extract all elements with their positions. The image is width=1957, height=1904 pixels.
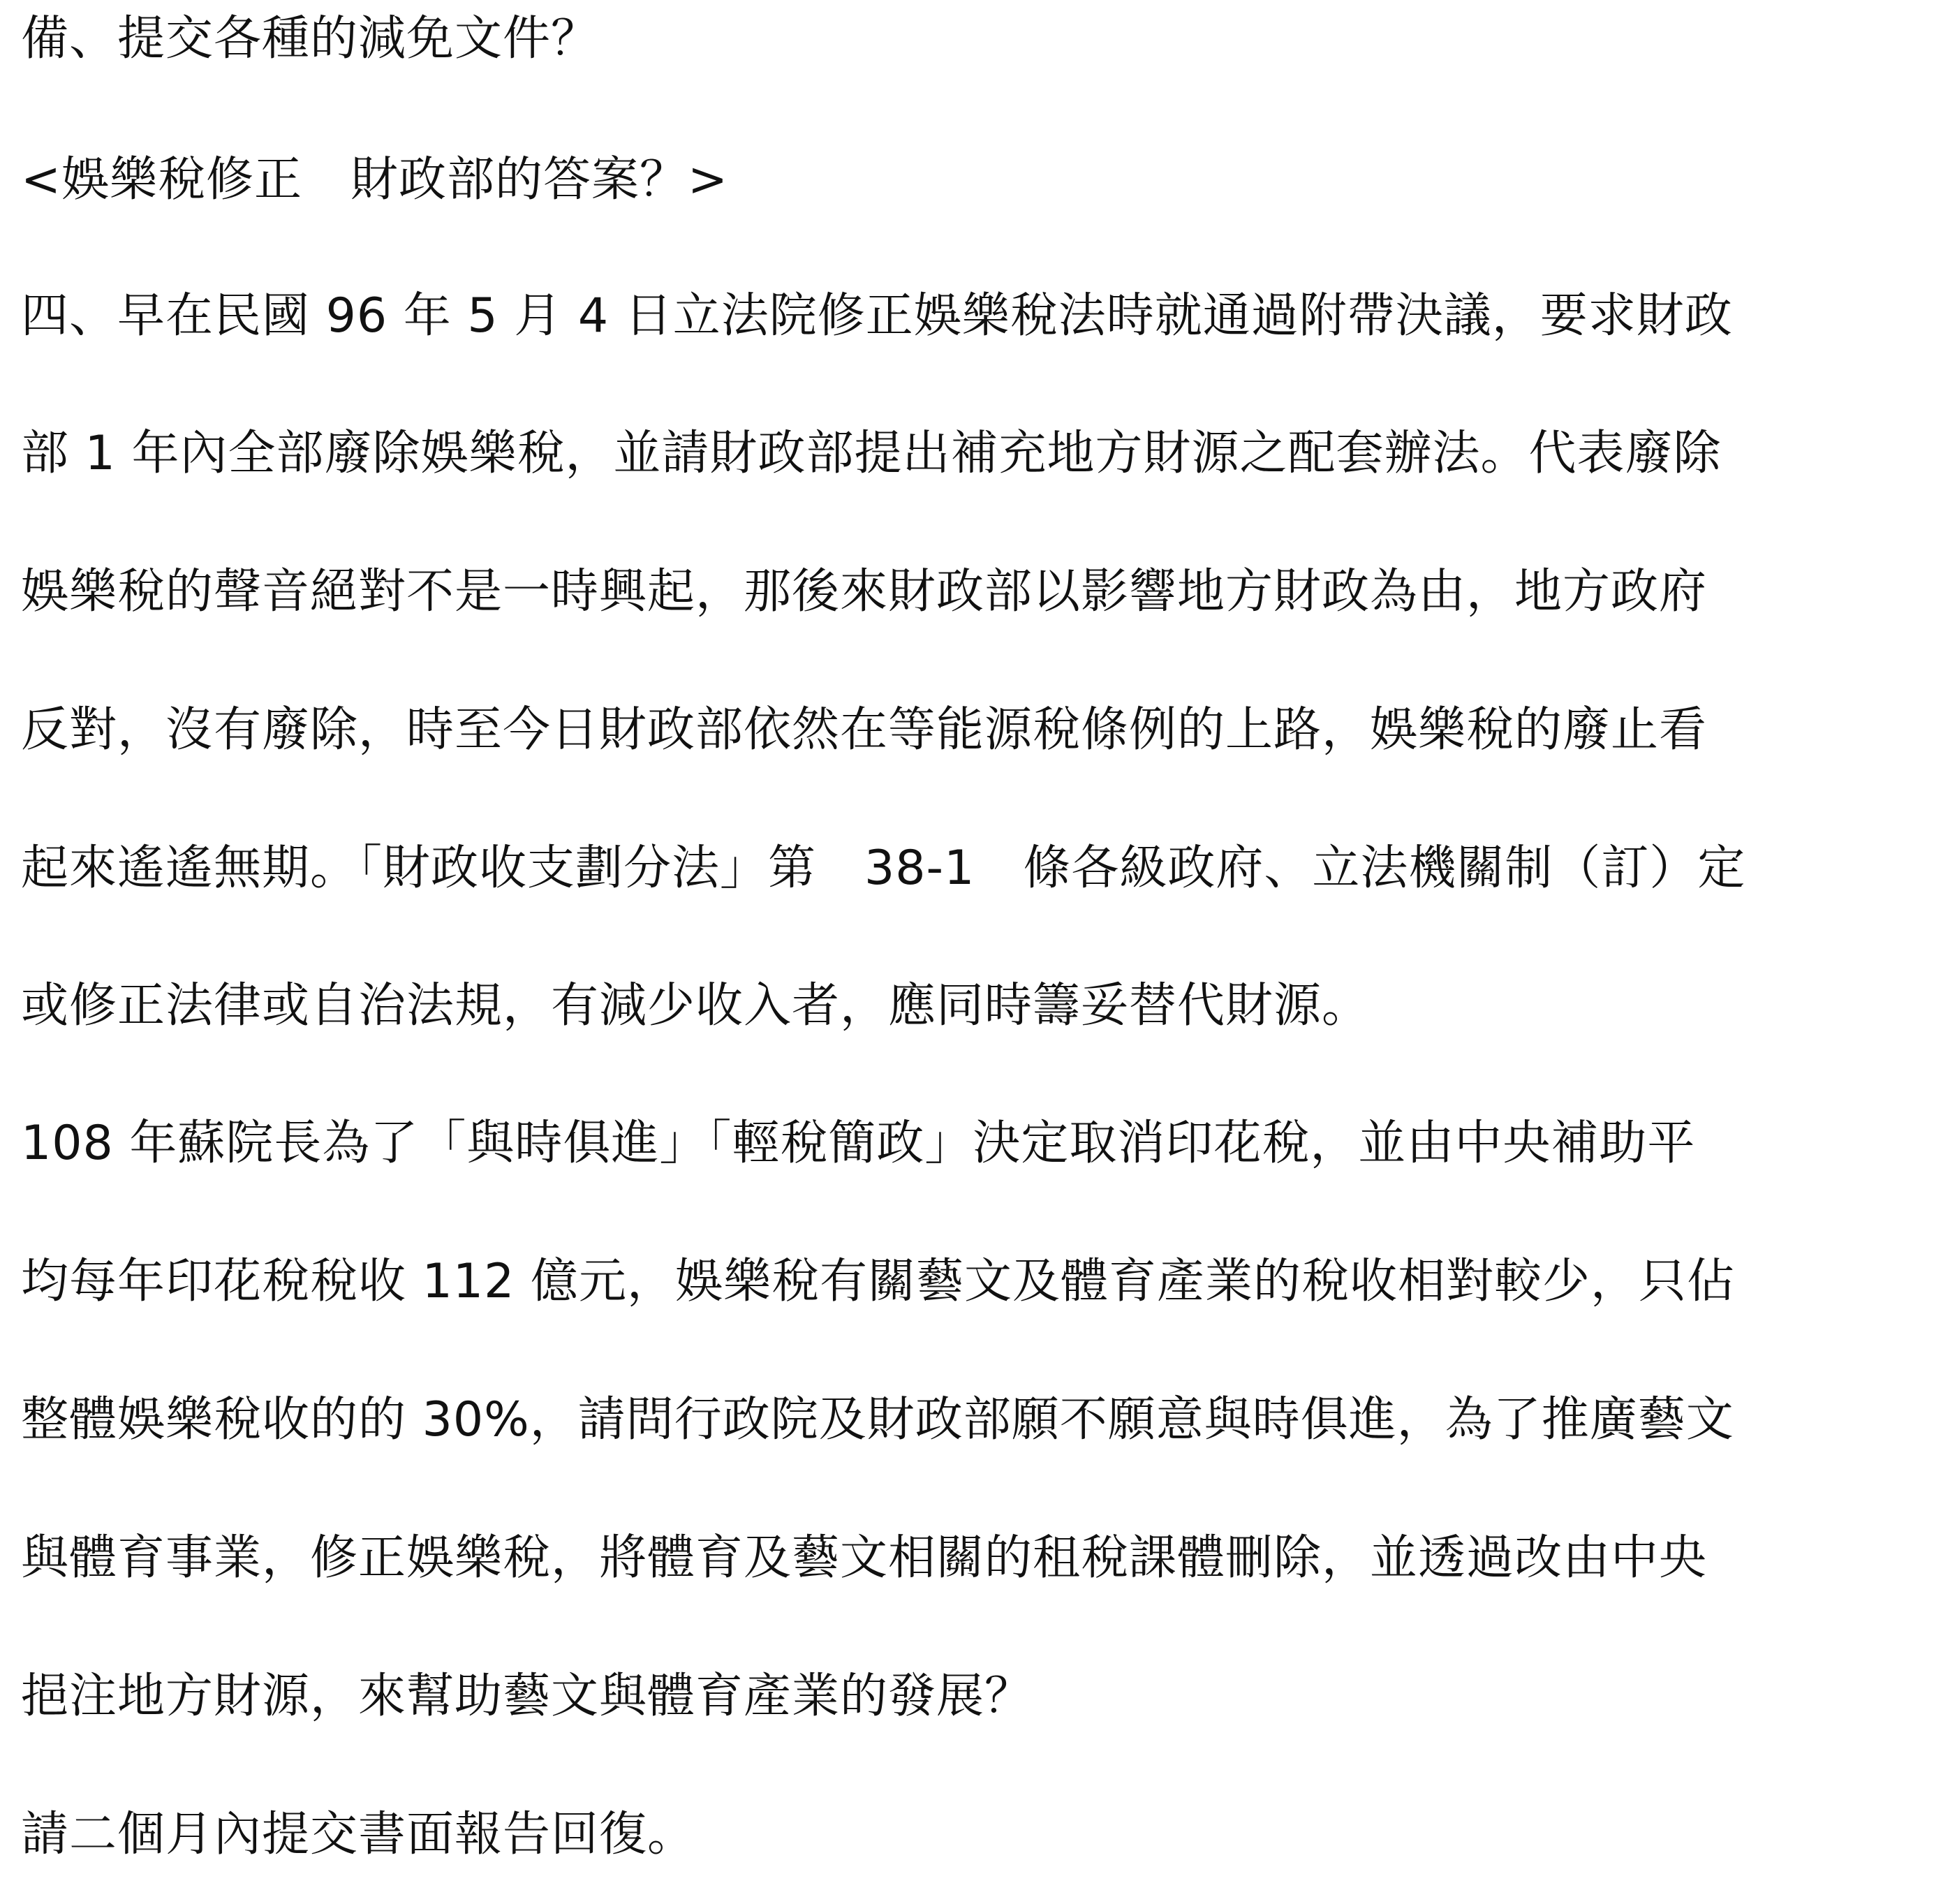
text-line: 請二個月內提交書面報告回復。 bbox=[21, 1807, 696, 1862]
text-line: 整體娛樂稅收的的 30%，請問行政院及財政部願不願意與時俱進，為了推廣藝文 bbox=[21, 1392, 1734, 1447]
text-line: 108 年蘇院長為了「與時俱進」「輕稅簡政」決定取消印花稅，並由中央補助平 bbox=[21, 1116, 1696, 1171]
text-line: 起來遙遙無期。「財政收支劃分法」第 38-1 條各級政府、立法機關制（訂）定 bbox=[21, 841, 1746, 896]
text-line: 備、提交各種的減免文件？ bbox=[21, 11, 600, 66]
text-line: 反對，沒有廢除，時至今日財政部依然在等能源稅條例的上路，娛樂稅的廢止看 bbox=[21, 702, 1708, 758]
text-line: 挹注地方財源，來幫助藝文與體育產業的發展？ bbox=[21, 1669, 1033, 1724]
text-line: 或修正法律或自治法規，有減少收入者，應同時籌妥替代財源。 bbox=[21, 978, 1371, 1033]
section-heading: <娛樂稅修正 財政部的答案？> bbox=[21, 152, 728, 207]
text-line: 均每年印花稅稅收 112 億元，娛樂稅有關藝文及體育產業的稅收相對較少，只佔 bbox=[21, 1254, 1736, 1309]
text-line: 娛樂稅的聲音絕對不是一時興起，那後來財政部以影響地方財政為由，地方政府 bbox=[21, 564, 1708, 619]
text-line: 部 1 年內全部廢除娛樂稅，並請財政部提出補充地方財源之配套辦法。代表廢除 bbox=[21, 426, 1722, 481]
text-line: 四、早在民國 96 年 5 月 4 日立法院修正娛樂稅法時就通過附帶決議，要求財政 bbox=[21, 288, 1733, 344]
text-line: 與體育事業，修正娛樂稅，將體育及藝文相關的租稅課體刪除，並透過改由中央 bbox=[21, 1530, 1708, 1586]
